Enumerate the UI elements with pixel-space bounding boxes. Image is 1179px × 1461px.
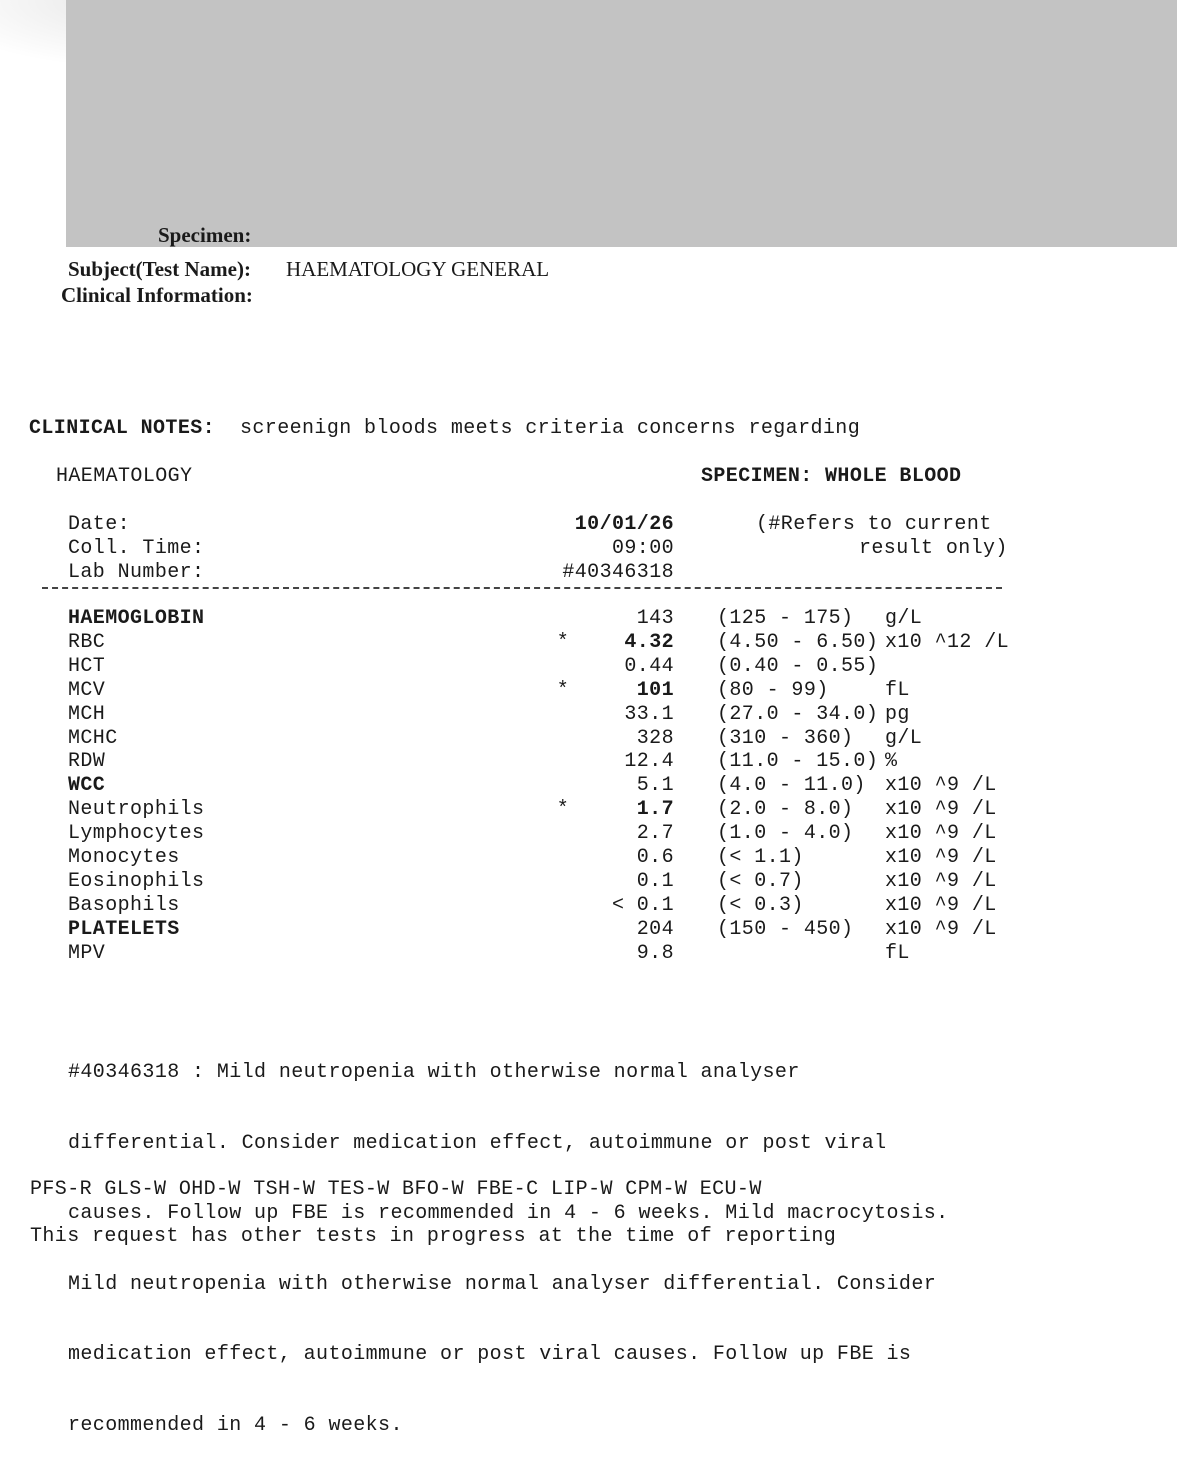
result-name: Eosinophils <box>68 869 205 893</box>
result-row <box>0 774 1179 798</box>
result-name: HAEMOGLOBIN <box>68 607 205 630</box>
clinical-notes-label: CLINICAL NOTES: <box>29 417 216 440</box>
coll-time-value: 09:00 <box>611 537 674 560</box>
reference-range: (27.0 - 34.0) <box>717 702 879 726</box>
reference-range: (< 0.3) <box>717 893 804 917</box>
result-unit: x10 ^9 /L <box>885 798 997 822</box>
result-row <box>0 607 1179 631</box>
result-row <box>0 942 1179 966</box>
result-row <box>0 894 1179 918</box>
result-name: WCC <box>68 774 106 798</box>
result-name: MPV <box>68 941 106 965</box>
reference-range: (< 1.1) <box>717 846 804 869</box>
comment-line: recommended in 4 - 6 weeks. <box>68 1413 403 1437</box>
result-row <box>0 870 1179 894</box>
result-value: 9.8 <box>636 941 674 965</box>
result-unit: x10 ^9 /L <box>885 869 997 893</box>
divider <box>42 587 1002 589</box>
section-title: HAEMATOLOGY <box>56 465 193 488</box>
reference-range: (125 - 175) <box>717 607 854 630</box>
refers-note-line1: (#Refers to current <box>756 513 992 536</box>
result-value: 101 <box>636 678 674 702</box>
reference-range: (0.40 - 0.55) <box>717 654 879 678</box>
result-name: Monocytes <box>68 846 180 869</box>
result-row <box>0 822 1179 846</box>
result-name: MCHC <box>68 726 118 750</box>
result-value: 4.32 <box>624 630 674 654</box>
result-name: HCT <box>68 654 106 678</box>
clinical-notes-text: screenign bloods meets criteria concerns regarding <box>240 417 861 440</box>
coll-time-label: Coll. Time: <box>68 537 205 560</box>
result-value: 204 <box>636 917 674 941</box>
result-unit: fL <box>885 941 910 965</box>
result-unit: x10 ^9 /L <box>885 893 997 917</box>
result-value: < 0.1 <box>611 893 674 917</box>
lab-number-value: #40346318 <box>562 561 674 584</box>
result-row <box>0 918 1179 942</box>
result-value: 328 <box>636 726 674 750</box>
result-value: 1.7 <box>636 798 674 822</box>
specimen-type: SPECIMEN: WHOLE BLOOD <box>701 465 962 488</box>
reference-range: (4.50 - 6.50) <box>717 630 879 654</box>
result-row <box>0 750 1179 774</box>
result-value: 143 <box>636 607 674 630</box>
result-name: Neutrophils <box>68 798 205 822</box>
result-unit: x10 ^9 /L <box>885 917 997 941</box>
abnormal-flag: * <box>556 630 570 654</box>
reference-range: (11.0 - 15.0) <box>717 750 879 774</box>
reference-range: (< 0.7) <box>717 869 804 893</box>
date-label: Date: <box>68 513 131 536</box>
result-name: RBC <box>68 630 106 654</box>
result-row <box>0 703 1179 727</box>
abnormal-flag: * <box>556 678 570 702</box>
result-value: 12.4 <box>624 750 674 774</box>
result-unit: % <box>885 750 898 774</box>
subject-label: Subject(Test Name): <box>68 257 251 281</box>
reference-range: (310 - 360) <box>717 726 854 750</box>
clinical-info-label: Clinical Information: <box>61 283 253 307</box>
result-name: MCH <box>68 702 106 726</box>
reference-range: (150 - 450) <box>717 917 854 941</box>
result-name: PLATELETS <box>68 917 180 941</box>
result-unit: g/L <box>885 607 923 630</box>
result-name: Lymphocytes <box>68 822 205 846</box>
result-value: 33.1 <box>624 702 674 726</box>
comment-line: #40346318 : Mild neutropenia with otherwise normal analyser <box>68 1061 800 1084</box>
result-value: 0.1 <box>636 869 674 893</box>
result-row <box>0 679 1179 703</box>
reference-range: (80 - 99) <box>717 678 829 702</box>
result-row <box>0 655 1179 679</box>
result-name: Basophils <box>68 893 180 917</box>
result-row <box>0 846 1179 870</box>
result-unit: x10 ^9 /L <box>885 846 997 869</box>
comment-line: Mild neutropenia with otherwise normal analyser differential. Consider <box>68 1272 937 1296</box>
result-unit: x10 ^12 /L <box>885 630 1010 654</box>
result-value: 0.6 <box>636 846 674 869</box>
abnormal-flag: * <box>556 798 570 822</box>
subject-value: HAEMATOLOGY GENERAL <box>286 257 550 281</box>
reference-range: (1.0 - 4.0) <box>717 822 854 846</box>
reference-range: (2.0 - 8.0) <box>717 798 854 822</box>
result-value: 5.1 <box>636 774 674 798</box>
date-value: 10/01/26 <box>574 513 674 536</box>
result-value: 2.7 <box>636 822 674 846</box>
result-unit: x10 ^9 /L <box>885 774 997 798</box>
result-name: MCV <box>68 678 106 702</box>
result-unit: x10 ^9 /L <box>885 822 997 846</box>
test-codes: PFS-R GLS-W OHD-W TSH-W TES-W BFO-W FBE-C LIP-W CPM-W ECU-W <box>30 1178 762 1201</box>
result-row <box>0 727 1179 751</box>
redacted-region <box>66 0 1177 247</box>
result-name: RDW <box>68 750 106 774</box>
comment-line: causes. Follow up FBE is recommended in 4 - 6 weeks. Mild macrocytosis. <box>68 1202 949 1225</box>
result-value: 0.44 <box>624 654 674 678</box>
result-row <box>0 798 1179 822</box>
footer-note: This request has other tests in progress at the time of reporting <box>30 1225 837 1248</box>
result-unit: pg <box>885 702 910 726</box>
comment-line: medication effect, autoimmune or post viral causes. Follow up FBE is <box>68 1343 912 1366</box>
result-unit: fL <box>885 678 910 702</box>
lab-number-label: Lab Number: <box>68 561 205 584</box>
reference-range: (4.0 - 11.0) <box>717 774 866 798</box>
specimen-label-cut: Specimen: <box>158 223 252 247</box>
refers-note-line2: result only) <box>859 537 1008 560</box>
result-unit: g/L <box>885 726 923 750</box>
result-row <box>0 631 1179 655</box>
comment-line: differential. Consider medication effect, autoimmune or post viral <box>68 1131 887 1155</box>
